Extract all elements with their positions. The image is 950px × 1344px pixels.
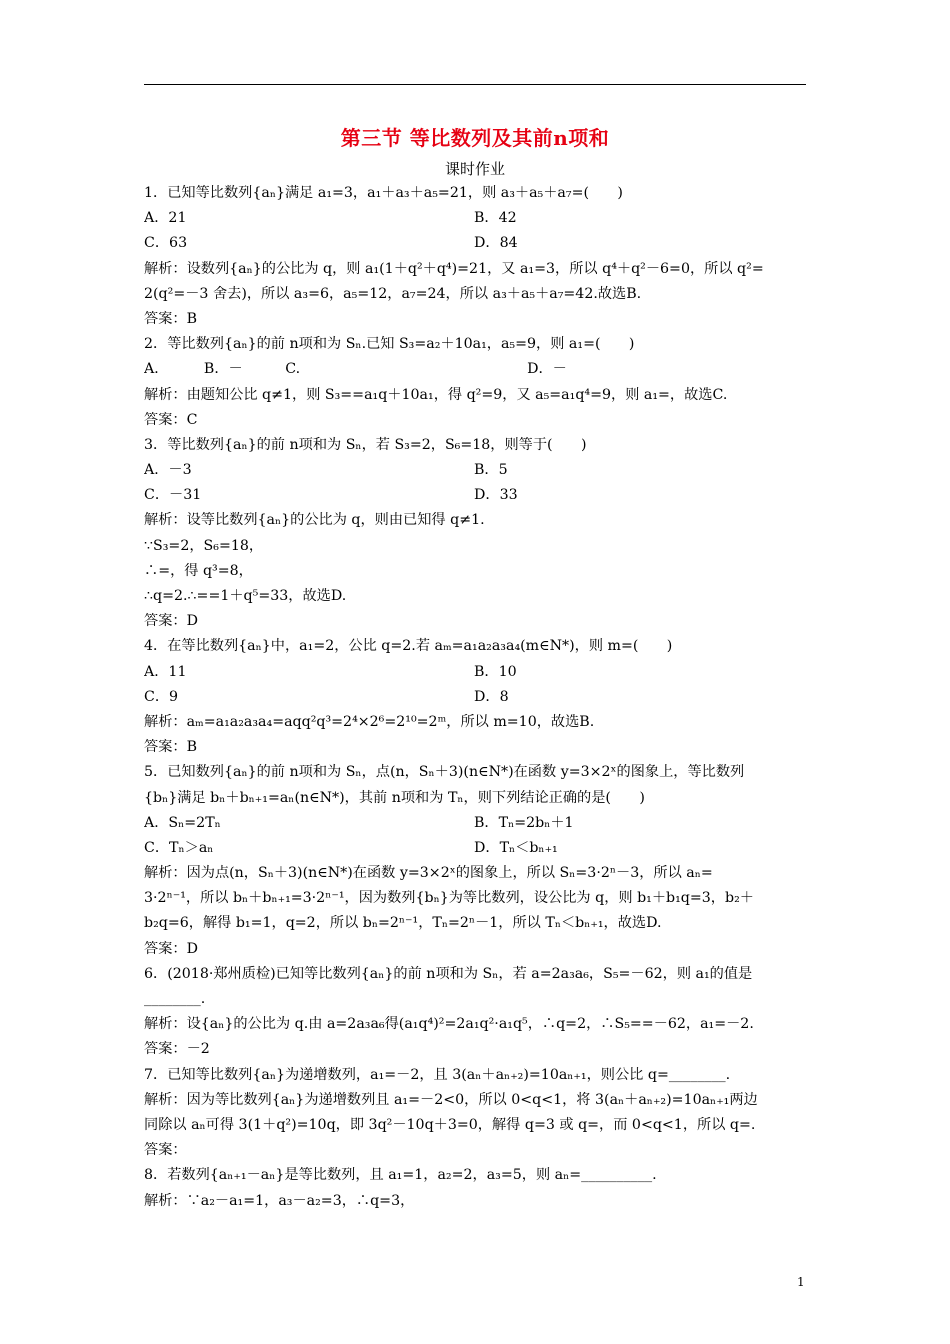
line-text: 答案：B bbox=[144, 739, 197, 756]
option-text: D．33 bbox=[474, 487, 518, 504]
text-line bbox=[144, 383, 814, 408]
text-line bbox=[144, 534, 814, 559]
page-number: 1 bbox=[797, 1275, 805, 1289]
text-line bbox=[144, 861, 814, 886]
line-text: ________. bbox=[144, 991, 206, 1007]
text-line bbox=[144, 1037, 814, 1062]
line-text: 答案： bbox=[144, 1142, 187, 1159]
line-text: 答案：D bbox=[144, 940, 198, 957]
option-text: C．－31 bbox=[144, 487, 202, 504]
line-text: 答案：D bbox=[144, 613, 198, 630]
line-text: 解析：∵a₂－a₁=1，a₃－a₂=3，∴q=3， bbox=[144, 1192, 415, 1209]
text-line bbox=[144, 836, 814, 861]
text-line bbox=[144, 1189, 814, 1214]
line-text: 解析：因为点(n，Sₙ＋3)(n∈N*)在函数 y=3×2ˣ的图象上，所以 Sₙ=3·2ⁿ－3，所以 aₙ= bbox=[144, 865, 713, 882]
text-line bbox=[144, 307, 814, 332]
line-text: 5．已知数列{aₙ}的前 n项和为 Sₙ，点(n，Sₙ＋3)(n∈N*)在函数 y=3×2ˣ的图象上，等比数列 bbox=[144, 764, 745, 781]
text-line bbox=[144, 987, 814, 1012]
line-text: 答案：－2 bbox=[144, 1041, 210, 1058]
text-line bbox=[144, 584, 814, 609]
option-text: A．Sₙ=2Tₙ bbox=[144, 814, 221, 831]
section-title: 第三节 等比数列及其前n项和 bbox=[340, 126, 610, 150]
exercise-content bbox=[144, 181, 814, 1214]
line-text: 答案：B bbox=[144, 310, 197, 327]
option-text: A．－3 bbox=[144, 462, 192, 479]
option-text: B．Tₙ=2bₙ＋1 bbox=[474, 814, 574, 831]
text-line bbox=[144, 508, 814, 533]
text-line bbox=[144, 458, 814, 483]
line-text: 6．(2018·郑州质检)已知等比数列{aₙ}的前 n项和为 Sₙ，若 a=2a₃a₆，S₅=－62，则 a₁的值是 bbox=[144, 965, 753, 982]
text-line bbox=[144, 735, 814, 760]
option-text: C．Tₙ＞aₙ bbox=[144, 839, 214, 856]
text-line bbox=[144, 433, 814, 458]
line-text: b₂q=6，解得 b₁=1，q=2，所以 bₙ=2ⁿ⁻¹，Tₙ=2ⁿ－1，所以 Tₙ＜bₙ₊₁，故选D. bbox=[144, 915, 662, 932]
option-text: D．8 bbox=[474, 688, 509, 705]
line-text: 7．已知等比数列{aₙ}为递增数列，a₁=－2，且 3(aₙ＋aₙ₊₂)=10aₙ₊₁，则公比 q=________. bbox=[144, 1066, 731, 1083]
option-text: C．63 bbox=[144, 235, 188, 252]
option-text: B．42 bbox=[474, 210, 517, 227]
line-text: 3．等比数列{aₙ}的前 n项和为 Sₙ，若 S₃=2，S₆=18，则等于( ) bbox=[144, 436, 587, 453]
section-subtitle: 课时作业 bbox=[444, 160, 505, 178]
text-line bbox=[144, 886, 814, 911]
text-line bbox=[144, 408, 814, 433]
line-text: 解析：由题知公比 q≠1，则 S₃==a₁q＋10a₁，得 q²=9，又 a₅=a₁q⁴=9，则 a₁=，故选C. bbox=[144, 386, 728, 403]
line-text: 同除以 aₙ可得 3(1＋q²)=10q，即 3q²－10q＋3=0，解得 q=3 或 q=，而 0<q<1，所以 q=. bbox=[144, 1116, 756, 1133]
text-line bbox=[144, 231, 814, 256]
text-line bbox=[144, 1163, 814, 1188]
text-line bbox=[144, 660, 814, 685]
line-text: 2(q²=－3 舍去)，所以 a₃=6，a₅=12，a₇=24，所以 a₃＋a₅＋a₇=42.故选B. bbox=[144, 285, 642, 302]
text-line bbox=[144, 357, 814, 382]
option-text: A．21 bbox=[144, 210, 187, 227]
text-line bbox=[144, 1012, 814, 1037]
text-line bbox=[144, 710, 814, 735]
header-rule bbox=[144, 84, 806, 85]
line-text: {bₙ}满足 bₙ＋bₙ₊₁=aₙ(n∈N*)，其前 n项和为 Tₙ，则下列结论正确的是( ) bbox=[144, 789, 645, 806]
text-line bbox=[144, 937, 814, 962]
text-line bbox=[144, 685, 814, 710]
text-line bbox=[144, 609, 814, 634]
text-line bbox=[144, 257, 814, 282]
text-line bbox=[144, 786, 814, 811]
text-line bbox=[144, 332, 814, 357]
text-line bbox=[144, 962, 814, 987]
line-text: 3·2ⁿ⁻¹，所以 bₙ＋bₙ₊₁=3·2ⁿ⁻¹，因为数列{bₙ}为等比数列，设公比为 q，则 b₁＋b₁q=3，b₂＋ bbox=[144, 890, 754, 907]
text-line bbox=[144, 1088, 814, 1113]
text-line bbox=[144, 483, 814, 508]
line-text: 解析：设{aₙ}的公比为 q.由 a=2a₃a₆得(a₁q⁴)²=2a₁q²·a₁q⁵，∴q=2，∴S₅==－62，a₁=－2. bbox=[144, 1016, 754, 1033]
line-text: ∴=，得 q³=8， bbox=[144, 562, 253, 579]
line-text: 解析：因为等比数列{aₙ}为递增数列且 a₁=－2<0，所以 0<q<1，将 3(aₙ＋aₙ₊₂)=10aₙ₊₁两边 bbox=[144, 1091, 758, 1108]
line-text: 1．已知等比数列{aₙ}满足 a₁=3，a₁＋a₃＋a₅=21，则 a₃＋a₅＋a₇=( ) bbox=[144, 185, 623, 201]
option-text: A．11 bbox=[144, 663, 187, 680]
line-text: 解析：aₘ=a₁a₂a₃a₄=aqq²q³=2⁴×2⁶=2¹⁰=2ᵐ，所以 m=10，故选B. bbox=[144, 713, 595, 730]
text-line bbox=[144, 634, 814, 659]
option-text: B．10 bbox=[474, 663, 517, 680]
text-line bbox=[144, 206, 814, 231]
text-line bbox=[144, 811, 814, 836]
line-text: 8．若数列{aₙ₊₁－aₙ}是等比数列，且 a₁=1，a₂=2，a₃=5，则 aₙ=__________. bbox=[144, 1167, 657, 1184]
line-text: 答案：C bbox=[144, 411, 198, 428]
text-line bbox=[144, 1113, 814, 1138]
text-line bbox=[144, 760, 814, 785]
line-text: 解析：设数列{aₙ}的公比为 q，则 a₁(1＋q²＋q⁴)=21，又 a₁=3，所以 q⁴＋q²－6=0，所以 q²= bbox=[144, 260, 764, 277]
line-text: A． B．－ C. D．－ bbox=[144, 361, 567, 378]
text-line bbox=[144, 559, 814, 584]
text-line bbox=[144, 181, 814, 206]
text-line bbox=[144, 282, 814, 307]
option-text: B．5 bbox=[474, 462, 508, 479]
line-text: 解析：设等比数列{aₙ}的公比为 q，则由已知得 q≠1. bbox=[144, 512, 485, 529]
text-line bbox=[144, 1063, 814, 1088]
option-text: D．Tₙ＜bₙ₊₁ bbox=[474, 839, 558, 856]
line-text: ∵S₃=2，S₆=18， bbox=[144, 537, 264, 554]
option-text: C．9 bbox=[144, 688, 179, 705]
line-text: ∴q=2.∴==1＋q⁵=33，故选D. bbox=[144, 588, 347, 604]
text-line bbox=[144, 911, 814, 936]
line-text: 4．在等比数列{aₙ}中，a₁=2，公比 q=2.若 aₘ=a₁a₂a₃a₄(m∈N*)，则 m=( ) bbox=[144, 638, 673, 655]
text-line bbox=[144, 1138, 814, 1163]
line-text: 2．等比数列{aₙ}的前 n项和为 Sₙ.已知 S₃=a₂＋10a₁，a₅=9，则 a₁=( ) bbox=[144, 336, 635, 353]
option-text: D．84 bbox=[474, 235, 518, 252]
